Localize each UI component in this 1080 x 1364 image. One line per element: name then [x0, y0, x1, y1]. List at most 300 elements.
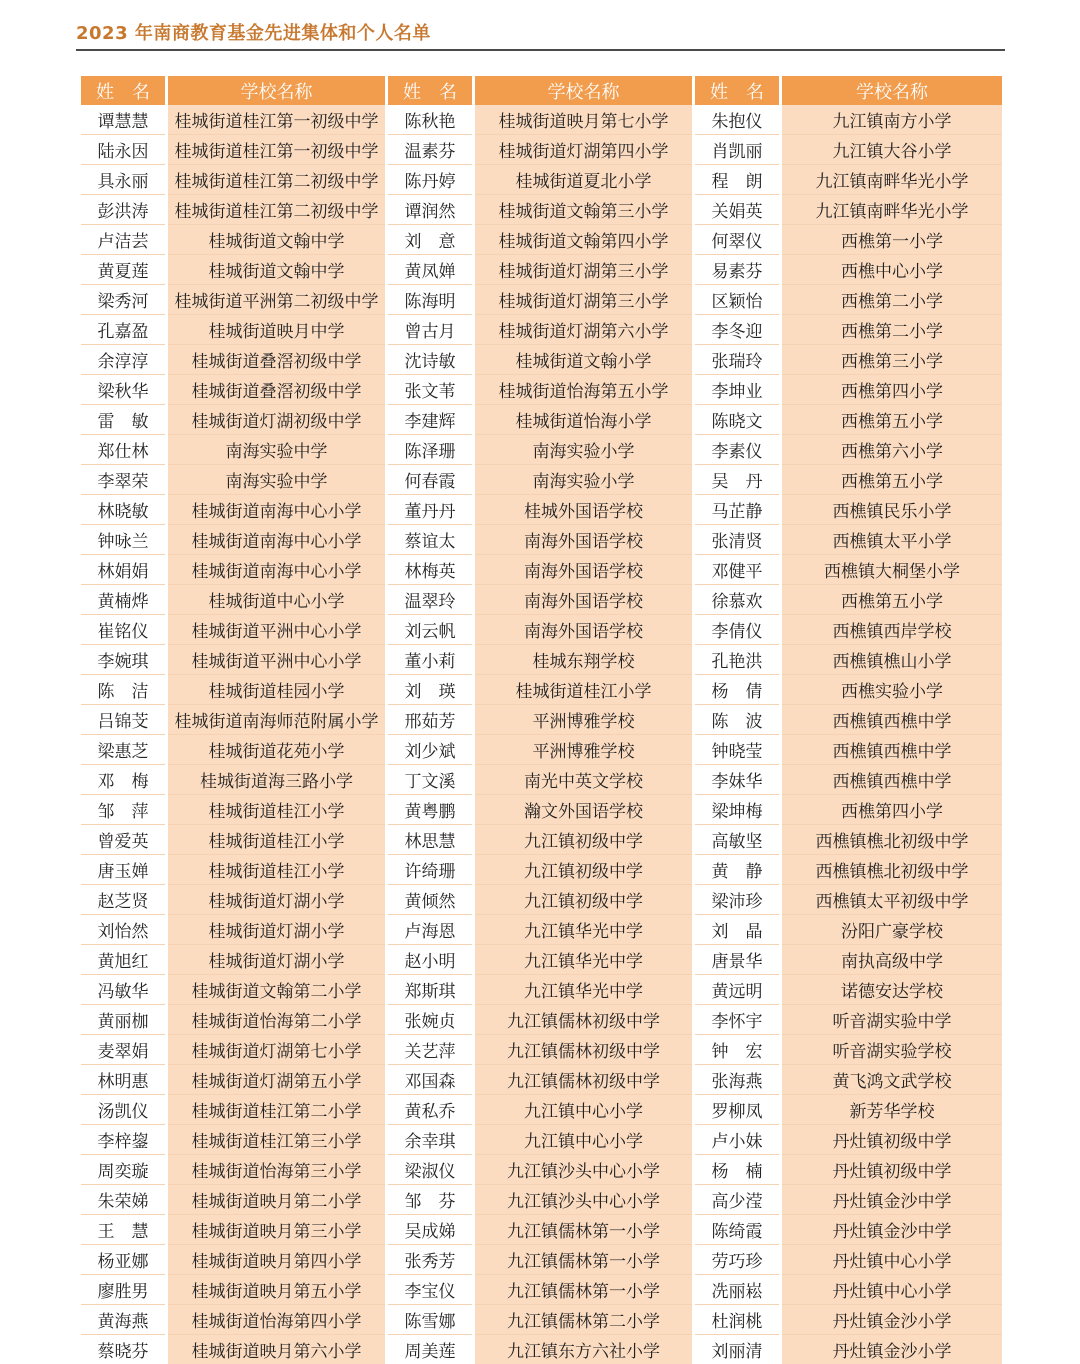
- person-name-cell: 许绮珊: [388, 854, 472, 884]
- person-name-cell: 黄倾然: [388, 884, 472, 914]
- table-row: [81, 1124, 1002, 1154]
- school-name-cell: 西樵中心小学: [782, 254, 1002, 284]
- person-name-cell: 彭洪涛: [81, 194, 165, 224]
- table-row: [81, 434, 1002, 464]
- school-name-cell: 桂城街道文翰第三小学: [475, 194, 692, 224]
- person-name-cell: 林晓敏: [81, 494, 165, 524]
- school-name-cell: 汾阳广豪学校: [782, 914, 1002, 944]
- school-name-cell: 桂城街道映月中学: [168, 314, 385, 344]
- school-name-cell: 桂城街道桂江小学: [168, 854, 385, 884]
- person-name-cell: 张清贤: [695, 524, 779, 554]
- school-name-cell: 黄飞鸿文武学校: [782, 1064, 1002, 1094]
- school-name-cell: 西樵第二小学: [782, 284, 1002, 314]
- person-name-cell: 陈 洁: [81, 674, 165, 704]
- table-row: [81, 884, 1002, 914]
- table-row: [81, 734, 1002, 764]
- school-name-cell: 九江镇儒林第一小学: [475, 1244, 692, 1274]
- school-name-cell: 九江镇大谷小学: [782, 134, 1002, 164]
- school-name-cell: 桂城街道映月第七小学: [475, 105, 692, 134]
- school-name-cell: 瀚文外国语学校: [475, 794, 692, 824]
- school-name-cell: 桂城街道桂江第二初级中学: [168, 194, 385, 224]
- school-name-cell: 桂城街道海三路小学: [168, 764, 385, 794]
- person-name-cell: 郑斯琪: [388, 974, 472, 1004]
- person-name-cell: 陈秋艳: [388, 105, 472, 134]
- person-name-cell: 陆永因: [81, 134, 165, 164]
- person-name-cell: 张婉贞: [388, 1004, 472, 1034]
- person-name-cell: 董丹丹: [388, 494, 472, 524]
- school-name-cell: 桂城外国语学校: [475, 494, 692, 524]
- school-name-cell: 桂城街道灯湖第四小学: [475, 134, 692, 164]
- school-name-cell: 桂城街道桂江第二初级中学: [168, 164, 385, 194]
- school-name-cell: 丹灶镇初级中学: [782, 1124, 1002, 1154]
- person-name-cell: 周奕璇: [81, 1154, 165, 1184]
- person-name-cell: 冼丽崧: [695, 1274, 779, 1304]
- person-name-cell: 黄海燕: [81, 1304, 165, 1334]
- school-name-cell: 西樵镇大桐堡小学: [782, 554, 1002, 584]
- school-name-cell: 听音湖实验中学: [782, 1004, 1002, 1034]
- table-row: [81, 1214, 1002, 1244]
- person-name-cell: 杨 楠: [695, 1154, 779, 1184]
- person-name-cell: 蔡晓芬: [81, 1334, 165, 1364]
- school-name-cell: 桂城街道平洲第二初级中学: [168, 284, 385, 314]
- school-name-cell: 南海实验中学: [168, 464, 385, 494]
- school-name-cell: 桂城街道灯湖第六小学: [475, 314, 692, 344]
- person-name-cell: 陈泽珊: [388, 434, 472, 464]
- table-row: [81, 1064, 1002, 1094]
- header-school: 学校名称: [475, 76, 692, 105]
- person-name-cell: 赵小明: [388, 944, 472, 974]
- school-name-cell: 丹灶镇中心小学: [782, 1244, 1002, 1274]
- person-name-cell: 程 朗: [695, 164, 779, 194]
- school-name-cell: 九江镇华光中学: [475, 914, 692, 944]
- person-name-cell: 杨亚娜: [81, 1244, 165, 1274]
- person-name-cell: 曾古月: [388, 314, 472, 344]
- school-name-cell: 九江镇中心小学: [475, 1094, 692, 1124]
- school-name-cell: 西樵第五小学: [782, 464, 1002, 494]
- school-name-cell: 桂城街道怡海第三小学: [168, 1154, 385, 1184]
- school-name-cell: 桂城街道文翰中学: [168, 224, 385, 254]
- person-name-cell: 董小莉: [388, 644, 472, 674]
- person-name-cell: 林明惠: [81, 1064, 165, 1094]
- table-row: [81, 674, 1002, 704]
- person-name-cell: 蔡谊太: [388, 524, 472, 554]
- table-row: [81, 344, 1002, 374]
- table-row: [81, 944, 1002, 974]
- school-name-cell: 桂城街道桂江第三小学: [168, 1124, 385, 1154]
- person-name-cell: 邓国森: [388, 1064, 472, 1094]
- school-name-cell: 桂城街道灯湖小学: [168, 914, 385, 944]
- school-name-cell: 新芳华学校: [782, 1094, 1002, 1124]
- school-name-cell: 九江镇初级中学: [475, 854, 692, 884]
- person-name-cell: 肖凯丽: [695, 134, 779, 164]
- person-name-cell: 沈诗敏: [388, 344, 472, 374]
- school-name-cell: 九江镇华光中学: [475, 944, 692, 974]
- school-name-cell: 平洲博雅学校: [475, 734, 692, 764]
- school-name-cell: 九江镇南畔华光小学: [782, 164, 1002, 194]
- school-name-cell: 南海外国语学校: [475, 524, 692, 554]
- school-name-cell: 南海实验小学: [475, 434, 692, 464]
- header-name: 姓 名: [388, 76, 472, 105]
- table-row: [81, 1244, 1002, 1274]
- school-name-cell: 桂城街道桂江小学: [475, 674, 692, 704]
- person-name-cell: 温翠玲: [388, 584, 472, 614]
- school-name-cell: 九江镇儒林初级中学: [475, 1034, 692, 1064]
- school-name-cell: 桂城街道桂江第一初级中学: [168, 134, 385, 164]
- person-name-cell: 李梓鋆: [81, 1124, 165, 1154]
- table-row: [81, 524, 1002, 554]
- person-name-cell: 杜润桃: [695, 1304, 779, 1334]
- school-name-cell: 桂城街道映月第四小学: [168, 1244, 385, 1274]
- school-name-cell: 听音湖实验学校: [782, 1034, 1002, 1064]
- person-name-cell: 陈晓文: [695, 404, 779, 434]
- school-name-cell: 西樵第三小学: [782, 344, 1002, 374]
- school-name-cell: 桂城街道灯湖初级中学: [168, 404, 385, 434]
- school-name-cell: 西樵第六小学: [782, 434, 1002, 464]
- person-name-cell: 张瑞玲: [695, 344, 779, 374]
- school-name-cell: 桂城街道灯湖小学: [168, 944, 385, 974]
- table-row: [81, 1334, 1002, 1364]
- person-name-cell: 杨 倩: [695, 674, 779, 704]
- person-name-cell: 具永丽: [81, 164, 165, 194]
- school-name-cell: 桂城街道中心小学: [168, 584, 385, 614]
- person-name-cell: 钟咏兰: [81, 524, 165, 554]
- person-name-cell: 区颖怡: [695, 284, 779, 314]
- school-name-cell: 西樵镇太平小学: [782, 524, 1002, 554]
- person-name-cell: 丁文溪: [388, 764, 472, 794]
- table-row: [81, 284, 1002, 314]
- person-name-cell: 雷 敏: [81, 404, 165, 434]
- table-row: [81, 1094, 1002, 1124]
- school-name-cell: 九江镇中心小学: [475, 1124, 692, 1154]
- school-name-cell: 桂城街道夏北小学: [475, 164, 692, 194]
- school-name-cell: 桂城街道桂江小学: [168, 824, 385, 854]
- school-name-cell: 桂城街道文翰小学: [475, 344, 692, 374]
- school-name-cell: 桂城街道灯湖第三小学: [475, 254, 692, 284]
- school-name-cell: 桂城街道桂园小学: [168, 674, 385, 704]
- school-name-cell: 桂城街道映月第六小学: [168, 1334, 385, 1364]
- table-row: [81, 764, 1002, 794]
- person-name-cell: 唐玉婵: [81, 854, 165, 884]
- person-name-cell: 李倩仪: [695, 614, 779, 644]
- person-name-cell: 黄楠烨: [81, 584, 165, 614]
- person-name-cell: 林思慧: [388, 824, 472, 854]
- school-name-cell: 西樵镇樵山小学: [782, 644, 1002, 674]
- person-name-cell: 李怀宇: [695, 1004, 779, 1034]
- school-name-cell: 丹灶镇金沙小学: [782, 1304, 1002, 1334]
- person-name-cell: 关娟英: [695, 194, 779, 224]
- person-name-cell: 邹 芬: [388, 1184, 472, 1214]
- school-name-cell: 桂城街道怡海第四小学: [168, 1304, 385, 1334]
- school-name-cell: 西樵镇西樵中学: [782, 704, 1002, 734]
- table-row: [81, 614, 1002, 644]
- school-name-cell: 西樵第五小学: [782, 404, 1002, 434]
- school-name-cell: 九江镇儒林初级中学: [475, 1064, 692, 1094]
- school-name-cell: 西樵第四小学: [782, 374, 1002, 404]
- person-name-cell: 陈丹婷: [388, 164, 472, 194]
- table-row: [81, 1274, 1002, 1304]
- school-name-cell: 九江镇儒林第二小学: [475, 1304, 692, 1334]
- school-name-cell: 九江镇初级中学: [475, 884, 692, 914]
- person-name-cell: 高敏坚: [695, 824, 779, 854]
- person-name-cell: 黄 静: [695, 854, 779, 884]
- table-row: [81, 704, 1002, 734]
- table-row: [81, 644, 1002, 674]
- person-name-cell: 李素仪: [695, 434, 779, 464]
- school-name-cell: 桂城街道南海中心小学: [168, 554, 385, 584]
- person-name-cell: 黄凤婵: [388, 254, 472, 284]
- person-name-cell: 吴成娣: [388, 1214, 472, 1244]
- school-name-cell: 桂城街道桂江第一初级中学: [168, 105, 385, 134]
- person-name-cell: 张文苇: [388, 374, 472, 404]
- school-name-cell: 平洲博雅学校: [475, 704, 692, 734]
- person-name-cell: 梁淑仪: [388, 1154, 472, 1184]
- table-row: [81, 1034, 1002, 1064]
- table-row: [81, 794, 1002, 824]
- person-name-cell: 李建辉: [388, 404, 472, 434]
- school-name-cell: 桂城街道文翰第二小学: [168, 974, 385, 1004]
- person-name-cell: 梁惠芝: [81, 734, 165, 764]
- person-name-cell: 刘丽清: [695, 1334, 779, 1364]
- person-name-cell: 谭慧慧: [81, 105, 165, 134]
- school-name-cell: 西樵第五小学: [782, 584, 1002, 614]
- school-name-cell: 西樵镇樵北初级中学: [782, 854, 1002, 884]
- person-name-cell: 余淳淳: [81, 344, 165, 374]
- school-name-cell: 桂城街道叠滘初级中学: [168, 344, 385, 374]
- person-name-cell: 张秀芳: [388, 1244, 472, 1274]
- person-name-cell: 易素芬: [695, 254, 779, 284]
- school-name-cell: 桂城街道文翰第四小学: [475, 224, 692, 254]
- person-name-cell: 卢海恩: [388, 914, 472, 944]
- roster-body: [81, 105, 1002, 1364]
- person-name-cell: 陈 波: [695, 704, 779, 734]
- person-name-cell: 陈绮霞: [695, 1214, 779, 1244]
- person-name-cell: 刘 晶: [695, 914, 779, 944]
- table-header-row: [81, 76, 1002, 105]
- school-name-cell: 南海实验小学: [475, 464, 692, 494]
- person-name-cell: 邹 萍: [81, 794, 165, 824]
- person-name-cell: 陈雪娜: [388, 1304, 472, 1334]
- school-name-cell: 九江镇东方六社小学: [475, 1334, 692, 1364]
- person-name-cell: 钟 宏: [695, 1034, 779, 1064]
- school-name-cell: 西樵镇民乐小学: [782, 494, 1002, 524]
- school-name-cell: 桂城街道文翰中学: [168, 254, 385, 284]
- school-name-cell: 桂城东翔学校: [475, 644, 692, 674]
- school-name-cell: 丹灶镇金沙中学: [782, 1184, 1002, 1214]
- table-row: [81, 164, 1002, 194]
- person-name-cell: 李翠荣: [81, 464, 165, 494]
- school-name-cell: 桂城街道平洲中心小学: [168, 614, 385, 644]
- school-name-cell: 西樵第一小学: [782, 224, 1002, 254]
- table-row: [81, 1304, 1002, 1334]
- school-name-cell: 桂城街道映月第五小学: [168, 1274, 385, 1304]
- person-name-cell: 徐慕欢: [695, 584, 779, 614]
- person-name-cell: 关艺萍: [388, 1034, 472, 1064]
- header-school: 学校名称: [782, 76, 1002, 105]
- person-name-cell: 何春霞: [388, 464, 472, 494]
- table-row: [81, 1154, 1002, 1184]
- person-name-cell: 林娟娟: [81, 554, 165, 584]
- table-row: [81, 224, 1002, 254]
- school-name-cell: 西樵镇西樵中学: [782, 764, 1002, 794]
- school-name-cell: 九江镇南方小学: [782, 105, 1002, 134]
- school-name-cell: 西樵镇樵北初级中学: [782, 824, 1002, 854]
- person-name-cell: 高少滢: [695, 1184, 779, 1214]
- person-name-cell: 黄私乔: [388, 1094, 472, 1124]
- school-name-cell: 九江镇南畔华光小学: [782, 194, 1002, 224]
- school-name-cell: 西樵镇太平初级中学: [782, 884, 1002, 914]
- person-name-cell: 李宝仪: [388, 1274, 472, 1304]
- person-name-cell: 马芷静: [695, 494, 779, 524]
- school-name-cell: 丹灶镇初级中学: [782, 1154, 1002, 1184]
- person-name-cell: 张海燕: [695, 1064, 779, 1094]
- school-name-cell: 南海实验中学: [168, 434, 385, 464]
- table-row: [81, 1004, 1002, 1034]
- table-row: [81, 1184, 1002, 1214]
- school-name-cell: 桂城街道平洲中心小学: [168, 644, 385, 674]
- person-name-cell: 钟晓莹: [695, 734, 779, 764]
- school-name-cell: 九江镇儒林初级中学: [475, 1004, 692, 1034]
- person-name-cell: 林梅英: [388, 554, 472, 584]
- person-name-cell: 郑仕林: [81, 434, 165, 464]
- school-name-cell: 西樵镇西樵中学: [782, 734, 1002, 764]
- person-name-cell: 梁秋华: [81, 374, 165, 404]
- person-name-cell: 罗柳凤: [695, 1094, 779, 1124]
- school-name-cell: 丹灶镇金沙小学: [782, 1334, 1002, 1364]
- school-name-cell: 九江镇华光中学: [475, 974, 692, 1004]
- person-name-cell: 廖胜男: [81, 1274, 165, 1304]
- person-name-cell: 黄远明: [695, 974, 779, 1004]
- school-name-cell: 诺德安达学校: [782, 974, 1002, 1004]
- school-name-cell: 九江镇沙头中心小学: [475, 1184, 692, 1214]
- table-row: [81, 105, 1002, 134]
- honor-roster-table: [78, 76, 1005, 1364]
- school-name-cell: 南海外国语学校: [475, 614, 692, 644]
- school-name-cell: 西樵镇西岸学校: [782, 614, 1002, 644]
- table-row: [81, 314, 1002, 344]
- person-name-cell: 刘少斌: [388, 734, 472, 764]
- person-name-cell: 卢小妹: [695, 1124, 779, 1154]
- school-name-cell: 桂城街道叠滘初级中学: [168, 374, 385, 404]
- person-name-cell: 吴 丹: [695, 464, 779, 494]
- school-name-cell: 九江镇初级中学: [475, 824, 692, 854]
- person-name-cell: 李冬迎: [695, 314, 779, 344]
- table-row: [81, 404, 1002, 434]
- header-school: 学校名称: [168, 76, 385, 105]
- school-name-cell: 西樵第四小学: [782, 794, 1002, 824]
- table-row: [81, 134, 1002, 164]
- person-name-cell: 王 慧: [81, 1214, 165, 1244]
- header-name: 姓 名: [695, 76, 779, 105]
- title-divider: [76, 49, 1005, 51]
- person-name-cell: 温素芬: [388, 134, 472, 164]
- person-name-cell: 赵芝贤: [81, 884, 165, 914]
- person-name-cell: 汤凯仪: [81, 1094, 165, 1124]
- person-name-cell: 李妹华: [695, 764, 779, 794]
- table-row: [81, 374, 1002, 404]
- school-name-cell: 桂城街道桂江小学: [168, 794, 385, 824]
- school-name-cell: 桂城街道南海中心小学: [168, 524, 385, 554]
- school-name-cell: 丹灶镇中心小学: [782, 1274, 1002, 1304]
- person-name-cell: 劳巧珍: [695, 1244, 779, 1274]
- table-row: [81, 854, 1002, 884]
- school-name-cell: 南执高级中学: [782, 944, 1002, 974]
- school-name-cell: 九江镇儒林第一小学: [475, 1214, 692, 1244]
- header-name: 姓 名: [81, 76, 165, 105]
- school-name-cell: 桂城街道桂江第二小学: [168, 1094, 385, 1124]
- person-name-cell: 朱荣娣: [81, 1184, 165, 1214]
- school-name-cell: 丹灶镇金沙中学: [782, 1214, 1002, 1244]
- school-name-cell: 桂城街道怡海小学: [475, 404, 692, 434]
- person-name-cell: 谭润然: [388, 194, 472, 224]
- school-name-cell: 桂城街道灯湖小学: [168, 884, 385, 914]
- person-name-cell: 崔铭仪: [81, 614, 165, 644]
- school-name-cell: 桂城街道灯湖第五小学: [168, 1064, 385, 1094]
- person-name-cell: 卢洁芸: [81, 224, 165, 254]
- person-name-cell: 黄丽枷: [81, 1004, 165, 1034]
- person-name-cell: 邓健平: [695, 554, 779, 584]
- school-name-cell: 桂城街道南海师范附属小学: [168, 704, 385, 734]
- person-name-cell: 朱抱仪: [695, 105, 779, 134]
- school-name-cell: 九江镇儒林第一小学: [475, 1274, 692, 1304]
- person-name-cell: 李坤业: [695, 374, 779, 404]
- person-name-cell: 何翠仪: [695, 224, 779, 254]
- school-name-cell: 桂城街道怡海第二小学: [168, 1004, 385, 1034]
- page-title: 2023 年南商教育基金先进集体和个人名单: [76, 23, 431, 44]
- person-name-cell: 梁沛珍: [695, 884, 779, 914]
- table-row: [81, 824, 1002, 854]
- person-name-cell: 黄粤鹏: [388, 794, 472, 824]
- person-name-cell: 黄夏莲: [81, 254, 165, 284]
- school-name-cell: 南海外国语学校: [475, 554, 692, 584]
- person-name-cell: 刘怡然: [81, 914, 165, 944]
- person-name-cell: 刘云帆: [388, 614, 472, 644]
- table-row: [81, 974, 1002, 1004]
- person-name-cell: 邓 梅: [81, 764, 165, 794]
- school-name-cell: 南海外国语学校: [475, 584, 692, 614]
- table-row: [81, 494, 1002, 524]
- person-name-cell: 黄旭红: [81, 944, 165, 974]
- person-name-cell: 麦翠娟: [81, 1034, 165, 1064]
- person-name-cell: 梁秀河: [81, 284, 165, 314]
- school-name-cell: 桂城街道怡海第五小学: [475, 374, 692, 404]
- school-name-cell: 西樵实验小学: [782, 674, 1002, 704]
- school-name-cell: 桂城街道灯湖第七小学: [168, 1034, 385, 1064]
- person-name-cell: 孔嘉盈: [81, 314, 165, 344]
- school-name-cell: 桂城街道映月第三小学: [168, 1214, 385, 1244]
- person-name-cell: 吕锦芠: [81, 704, 165, 734]
- person-name-cell: 冯敏华: [81, 974, 165, 1004]
- table-row: [81, 194, 1002, 224]
- person-name-cell: 刘 意: [388, 224, 472, 254]
- person-name-cell: 刘 瑛: [388, 674, 472, 704]
- table-row: [81, 584, 1002, 614]
- table-row: [81, 554, 1002, 584]
- table-row: [81, 914, 1002, 944]
- table-row: [81, 464, 1002, 494]
- school-name-cell: 九江镇沙头中心小学: [475, 1154, 692, 1184]
- person-name-cell: 曾爱英: [81, 824, 165, 854]
- school-name-cell: 西樵第二小学: [782, 314, 1002, 344]
- person-name-cell: 梁坤梅: [695, 794, 779, 824]
- person-name-cell: 孔艳洪: [695, 644, 779, 674]
- person-name-cell: 周美莲: [388, 1334, 472, 1364]
- school-name-cell: 南光中英文学校: [475, 764, 692, 794]
- school-name-cell: 桂城街道南海中心小学: [168, 494, 385, 524]
- person-name-cell: 陈海明: [388, 284, 472, 314]
- person-name-cell: 唐景华: [695, 944, 779, 974]
- school-name-cell: 桂城街道花苑小学: [168, 734, 385, 764]
- person-name-cell: 余幸琪: [388, 1124, 472, 1154]
